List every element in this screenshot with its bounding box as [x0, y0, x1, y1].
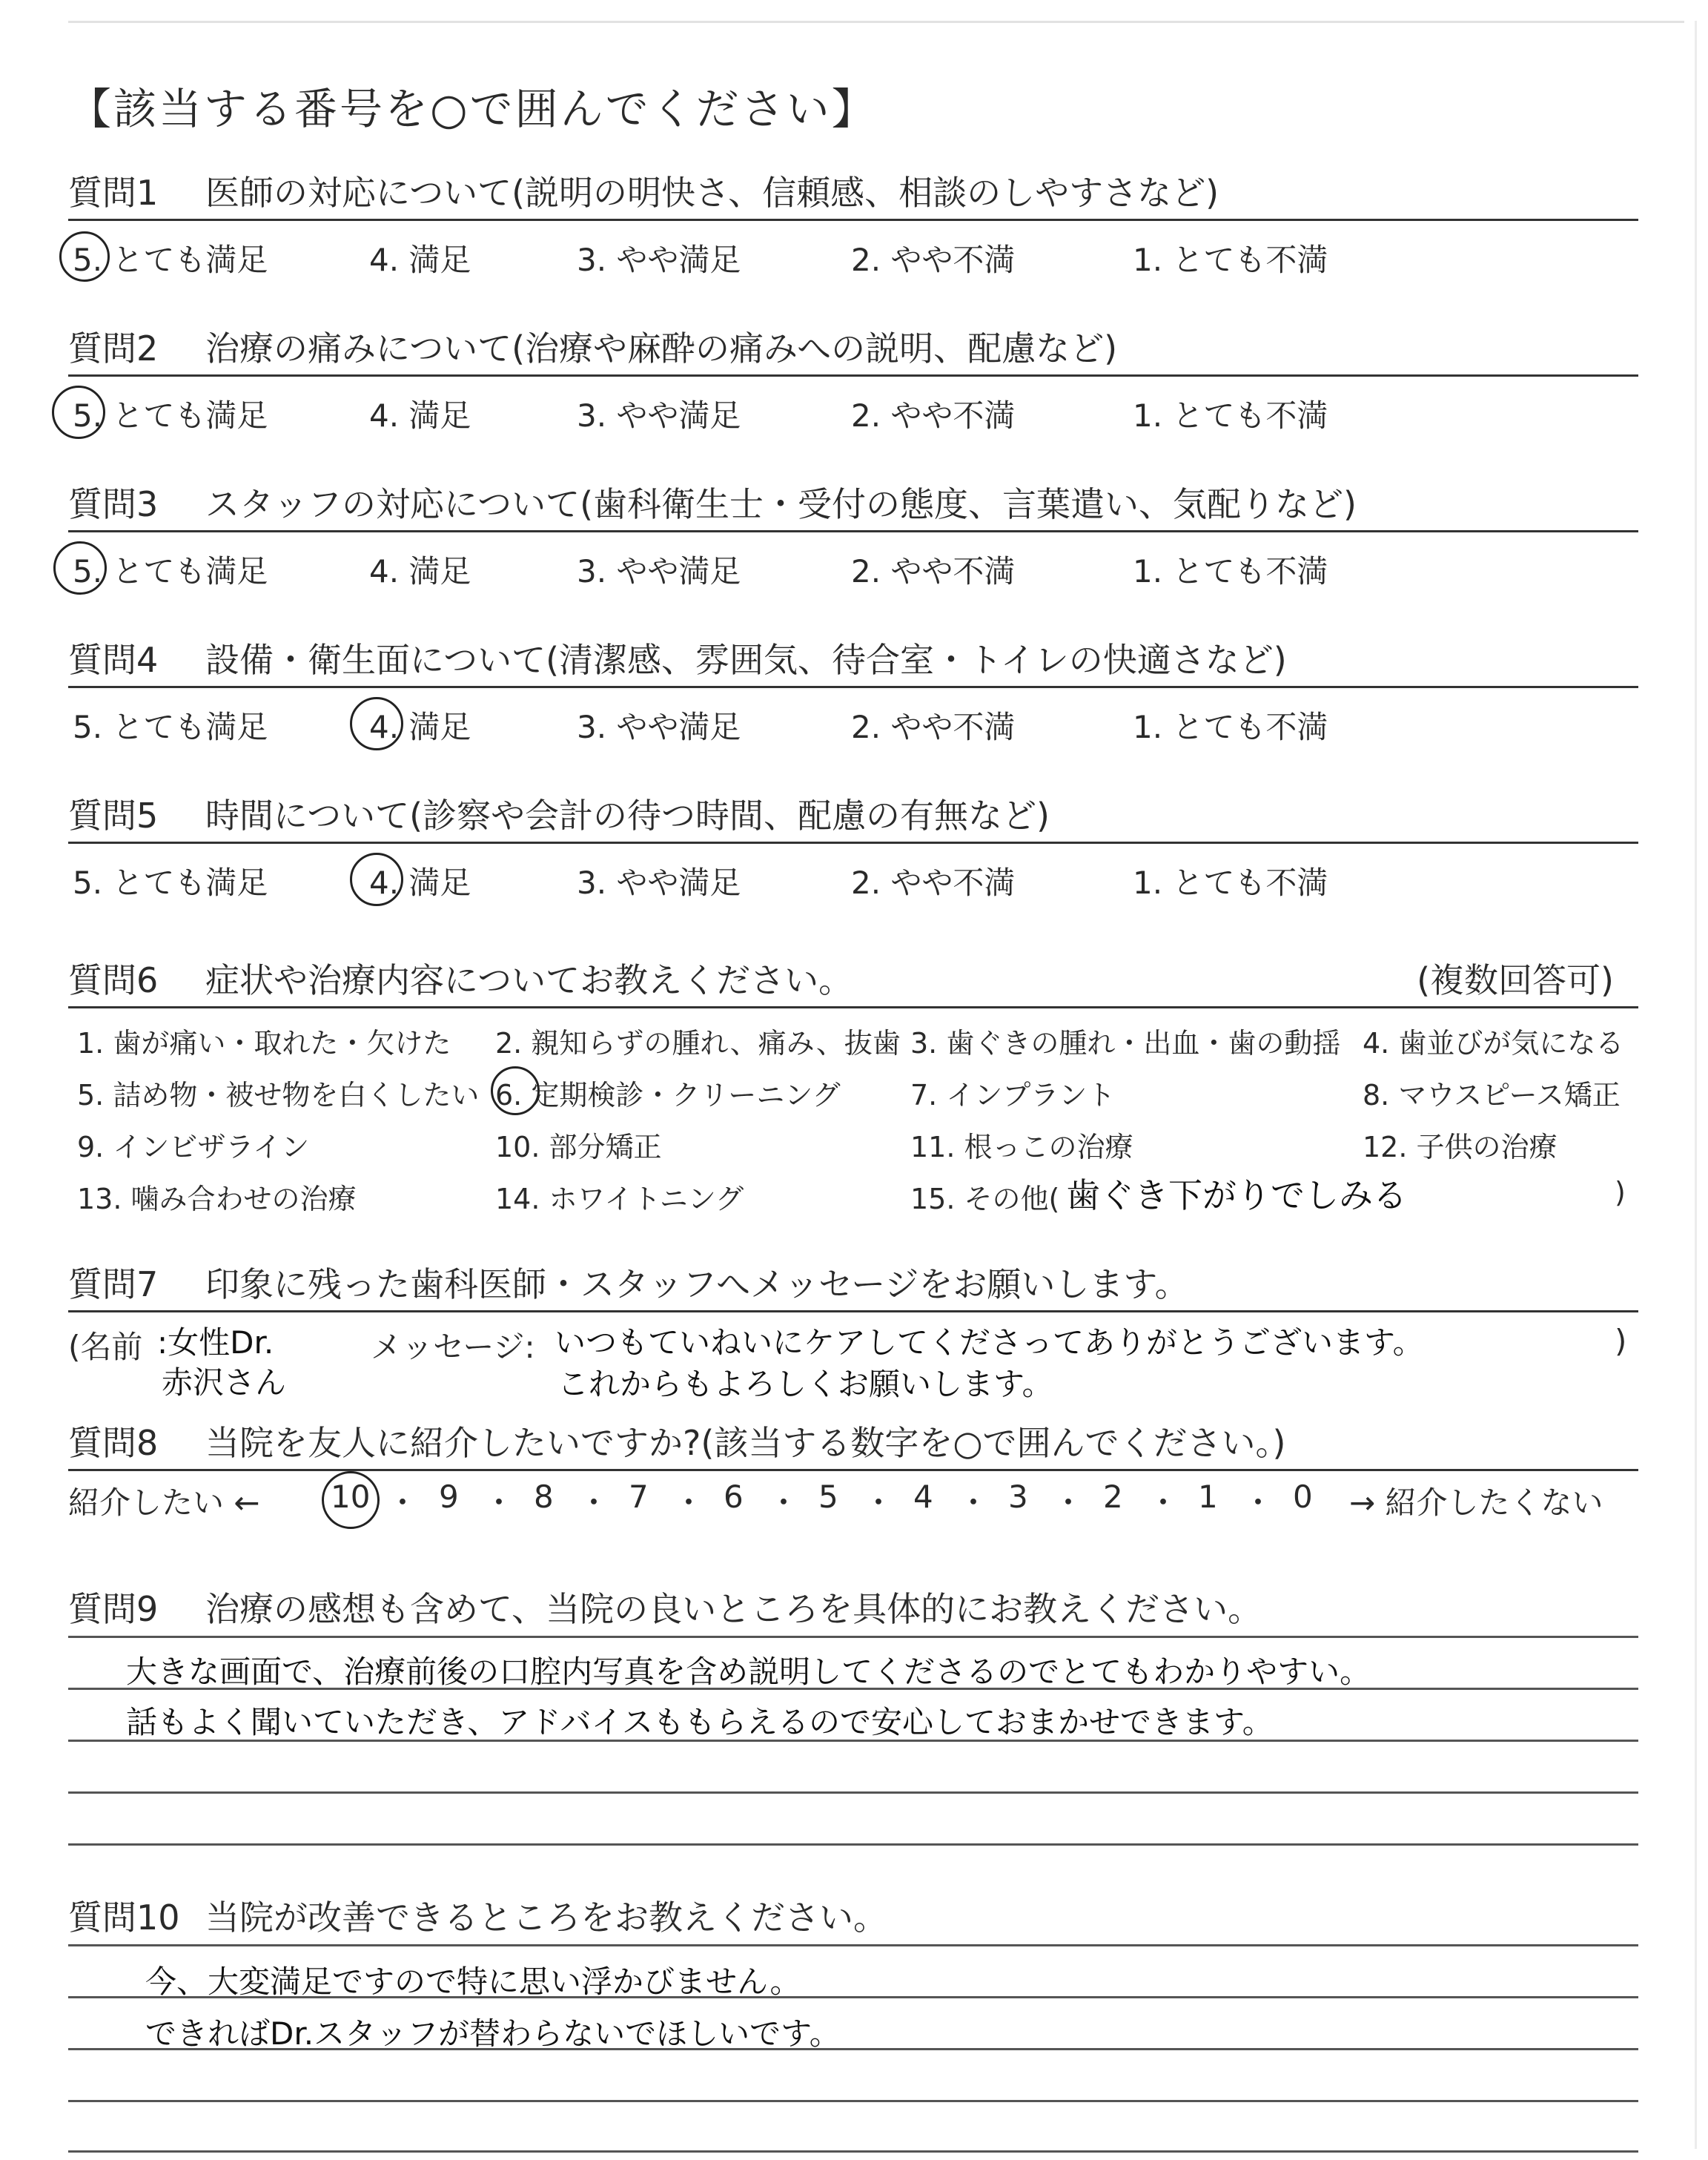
q6-option-7[interactable]: 7. インプラント: [910, 1079, 1116, 1112]
q8-dot: ・: [578, 1484, 610, 1521]
q4-option-5[interactable]: 5. とても満足: [73, 709, 268, 745]
q8-number-9[interactable]: 9: [439, 1479, 459, 1515]
question-2-label: 質問2: [68, 328, 159, 369]
question-9-label: 質問9: [68, 1589, 159, 1629]
q8-number-2[interactable]: 2: [1103, 1479, 1123, 1515]
question-7-header: [68, 1261, 1640, 1312]
q7-close: ): [1615, 1323, 1627, 1359]
question-1-text: 医師の対応について(説明の明快さ、信頼感、相談のしやすさなど): [205, 173, 1219, 213]
q7-name-label: (名前: [68, 1329, 143, 1365]
question-6-label: 質問6: [68, 960, 159, 1000]
question-5-text: 時間について(診察や会計の待つ時間、配慮の有無など): [205, 796, 1050, 836]
q3-option-5[interactable]: 5. とても満足: [73, 553, 268, 589]
q4-selection-circle: [350, 697, 403, 750]
question-3-label: 質問3: [68, 484, 159, 524]
q4-option-1[interactable]: 1. とても不満: [1133, 709, 1328, 745]
question-3-rule: [68, 530, 1638, 532]
q6-other-close: ): [1615, 1176, 1626, 1209]
q10-answer-1[interactable]: 今、大変満足ですので特に思い浮かびません。: [145, 1964, 801, 2000]
q4-option-4[interactable]: 4. 満足: [369, 709, 471, 745]
q7-message-answer-1[interactable]: いつもていねいにケアしてくださってありがとうございます。: [555, 1324, 1424, 1361]
q8-number-8[interactable]: 8: [534, 1479, 554, 1515]
q7-name-answer-2[interactable]: 赤沢さん: [162, 1364, 287, 1401]
question-7-text: 印象に残った歯科医師・スタッフへメッセージをお願いします。: [205, 1264, 1189, 1304]
question-10-text: 当院が改善できるところをお教えください。: [205, 1898, 887, 1938]
q7-message-answer-2[interactable]: これからもよろしくお願いします。: [557, 1366, 1053, 1402]
question-8-text: 当院を友人に紹介したいですか?(該当する数字を○で囲んでください。): [205, 1423, 1286, 1463]
q8-dot: ・: [387, 1484, 419, 1521]
q8-dot: ・: [483, 1484, 515, 1521]
q1-option-4[interactable]: 4. 満足: [369, 242, 471, 278]
question-6-header: [68, 957, 1640, 1008]
question-10-label: 質問10: [68, 1898, 180, 1938]
q6-option-13[interactable]: 13. 噛み合わせの治療: [77, 1183, 357, 1215]
q9-answer-line: [68, 1636, 1638, 1638]
q4-option-3[interactable]: 3. やや満足: [577, 709, 741, 745]
q10-answer-line: [68, 1944, 1638, 1946]
q2-option-3[interactable]: 3. やや満足: [577, 397, 741, 434]
q8-number-3[interactable]: 3: [1008, 1479, 1028, 1515]
q7-name-answer-1[interactable]: :女性Dr.: [157, 1324, 274, 1361]
q1-option-2[interactable]: 2. やや不満: [851, 242, 1016, 278]
q8-number-5[interactable]: 5: [818, 1479, 838, 1515]
q6-option-6[interactable]: 6. 定期検診・クリーニング: [495, 1079, 841, 1112]
question-6-text: 症状や治療内容についてお教えください。: [205, 960, 853, 1000]
question-6-note: (複数回答可): [1417, 960, 1614, 1000]
q7-message-label: メッセージ:: [371, 1329, 535, 1365]
q2-option-1[interactable]: 1. とても不満: [1133, 397, 1328, 434]
q10-answer-line: [68, 2150, 1638, 2153]
question-2-header: [68, 325, 1640, 377]
q8-dot: ・: [673, 1484, 705, 1521]
q8-right-label: → 紹介したくない: [1349, 1484, 1603, 1521]
q9-answer-1[interactable]: 大きな画面で、治療前後の口腔内写真を含め説明してくださるのでとてもわかりやすい。: [126, 1654, 1371, 1690]
q8-dot: ・: [1053, 1484, 1085, 1521]
q5-option-5[interactable]: 5. とても満足: [73, 865, 268, 901]
question-5-rule: [68, 842, 1638, 844]
q8-dot: ・: [958, 1484, 990, 1521]
question-6-rule: [68, 1006, 1638, 1008]
q6-selection-circle: [491, 1066, 540, 1115]
question-2-rule: [68, 374, 1638, 377]
q8-dot: ・: [1242, 1484, 1274, 1521]
q8-dot: ・: [768, 1484, 800, 1521]
q1-option-1[interactable]: 1. とても不満: [1133, 242, 1328, 278]
q8-number-6[interactable]: 6: [724, 1479, 744, 1515]
q6-option-12[interactable]: 12. 子供の治療: [1363, 1131, 1558, 1163]
question-5-label: 質問5: [68, 796, 159, 836]
q1-option-5[interactable]: 5. とても満足: [73, 242, 268, 278]
question-2-text: 治療の痛みについて(治療や麻酔の痛みへの説明、配慮など): [205, 328, 1118, 369]
q6-option-1[interactable]: 1. 歯が痛い・取れた・欠けた: [77, 1027, 451, 1060]
question-9-text: 治療の感想も含めて、当院の良いところを具体的にお教えください。: [205, 1589, 1262, 1629]
q8-left-label: 紹介したい ←: [68, 1484, 260, 1521]
question-1-header: [68, 169, 1640, 221]
question-4-header: [68, 636, 1640, 688]
q8-dot: ・: [1148, 1484, 1179, 1521]
q4-option-2[interactable]: 2. やや不満: [851, 709, 1016, 745]
question-8-rule: [68, 1469, 1638, 1471]
question-1-label: 質問1: [68, 173, 159, 213]
question-7-label: 質問7: [68, 1264, 159, 1304]
q8-number-10[interactable]: 10: [331, 1479, 371, 1515]
question-9-header: [68, 1585, 1640, 1637]
q3-selection-circle: [53, 541, 107, 595]
q5-option-1[interactable]: 1. とても不満: [1133, 865, 1328, 901]
q10-answer-2[interactable]: できればDr.スタッフが替わらないでほしいです。: [145, 2015, 841, 2052]
q1-option-3[interactable]: 3. やや満足: [577, 242, 741, 278]
q6-option-9[interactable]: 9. インビザライン: [77, 1131, 310, 1163]
q5-option-2[interactable]: 2. やや不満: [851, 865, 1016, 901]
q3-option-4[interactable]: 4. 満足: [369, 553, 471, 589]
scan-edge-top: [68, 21, 1684, 23]
question-5-header: [68, 792, 1640, 844]
q6-option-11[interactable]: 11. 根っこの治療: [910, 1131, 1133, 1163]
q2-selection-circle: [52, 386, 105, 439]
q1-selection-circle: [59, 231, 110, 282]
q6-option-4[interactable]: 4. 歯並びが気になる: [1363, 1027, 1624, 1060]
question-4-text: 設備・衛生面について(清潔感、雰囲気、待合室・トイレの快適さなど): [205, 640, 1287, 680]
question-8-label: 質問8: [68, 1423, 159, 1463]
question-3-header: [68, 480, 1640, 532]
q2-option-2[interactable]: 2. やや不満: [851, 397, 1016, 434]
q8-number-4[interactable]: 4: [913, 1479, 933, 1515]
q8-number-1[interactable]: 1: [1198, 1479, 1218, 1515]
q6-option-8[interactable]: 8. マウスピース矯正: [1363, 1079, 1621, 1112]
form-title: 【該当する番号を○で囲んでください】: [68, 84, 877, 134]
q9-answer-line: [68, 1843, 1638, 1846]
question-4-label: 質問4: [68, 640, 159, 680]
q5-option-3[interactable]: 3. やや満足: [577, 865, 741, 901]
scan-edge-right: [1695, 21, 1697, 2149]
q6-option-5[interactable]: 5. 詰め物・被せ物を白くしたい: [77, 1079, 480, 1112]
question-8-header: [68, 1419, 1640, 1471]
question-10-header: [68, 1894, 1640, 1946]
q6-option-10[interactable]: 10. 部分矯正: [495, 1131, 662, 1163]
q3-option-1[interactable]: 1. とても不満: [1133, 553, 1328, 589]
question-4-rule: [68, 686, 1638, 688]
q10-answer-line: [68, 2100, 1638, 2102]
q8-selection-circle: [322, 1471, 380, 1529]
question-3-text: スタッフの対応について(歯科衛生士・受付の態度、言葉遣い、気配りなど): [205, 484, 1357, 524]
q8-number-0[interactable]: 0: [1293, 1479, 1313, 1515]
q6-other-answer[interactable]: 歯ぐき下がりでしみる: [1066, 1175, 1407, 1215]
q9-answer-line: [68, 1791, 1638, 1794]
q6-option-14[interactable]: 14. ホワイトニング: [495, 1183, 744, 1215]
q6-option-3[interactable]: 3. 歯ぐきの腫れ・出血・歯の動揺: [910, 1027, 1341, 1060]
q8-number-7[interactable]: 7: [629, 1479, 649, 1515]
q6-option-15[interactable]: 15. その他(: [910, 1183, 1060, 1215]
question-7-rule: [68, 1310, 1638, 1312]
q5-option-4[interactable]: 4. 満足: [369, 865, 471, 901]
q3-option-2[interactable]: 2. やや不満: [851, 553, 1016, 589]
q6-option-2[interactable]: 2. 親知らずの腫れ、痛み、抜歯: [495, 1027, 901, 1060]
q8-dot: ・: [863, 1484, 895, 1521]
q2-option-5[interactable]: 5. とても満足: [73, 397, 268, 434]
q9-answer-2[interactable]: 話もよく聞いていただき、アドバイスももらえるので安心しておまかせできます。: [126, 1704, 1274, 1740]
q5-selection-circle: [350, 853, 403, 906]
q2-option-4[interactable]: 4. 満足: [369, 397, 471, 434]
q3-option-3[interactable]: 3. やや満足: [577, 553, 741, 589]
question-1-rule: [68, 219, 1638, 221]
